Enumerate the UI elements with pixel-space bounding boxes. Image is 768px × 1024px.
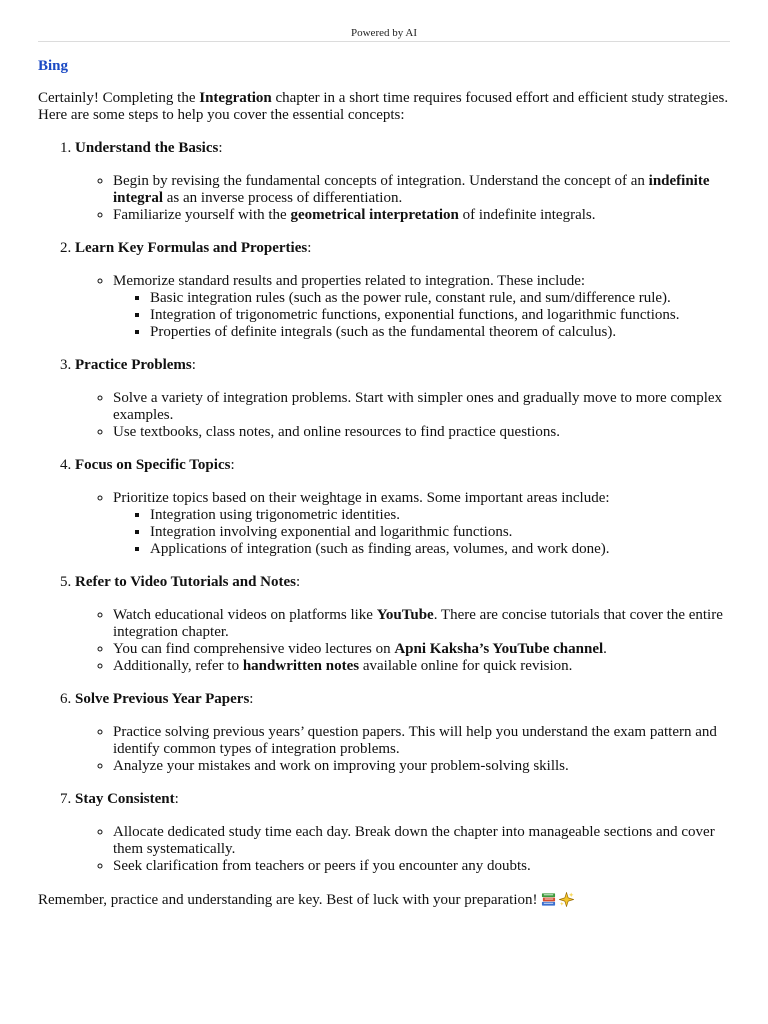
step-item: 4. Focus on Specific Topics: ◦ Prioritize topics based on their weightage in exams. Some important areas include: ▪ Integration using trigonometric identities. ▪ Integration involving exponential and logarithmic functions. ▪ Applications of integration (such as finding areas, volumes, and work done). bbox=[75, 457, 730, 558]
step-bullet-list bbox=[75, 273, 730, 341]
bullet-text: Memorize standard results and properties related to integration. These include: bbox=[113, 273, 586, 289]
bullet-text: . bbox=[603, 641, 607, 657]
step-bullet-list bbox=[75, 490, 730, 558]
step-title: Solve Previous Year Papers bbox=[75, 691, 250, 707]
bullet-text: available online for quick revision. bbox=[359, 658, 573, 674]
step-item: 3. Practice Problems: ◦ Solve a variety of integration problems. Start with simpler ones and gradually move to more complex examples. ◦ Use textbooks, class notes, and online resources to find practice questions. bbox=[75, 357, 730, 441]
intro-text: Certainly! Completing the bbox=[38, 90, 200, 106]
bullet-item bbox=[113, 207, 730, 224]
bullet-item bbox=[113, 490, 730, 558]
books-icon bbox=[541, 892, 556, 907]
intro-bold-text: Integration bbox=[199, 90, 272, 106]
bullet-bold-text: handwritten notes bbox=[242, 658, 360, 674]
sub-bullet-item: ▪ Basic integration rules (such as the power rule, constant rule, and sum/difference rule). bbox=[150, 290, 730, 307]
intro-paragraph bbox=[38, 90, 730, 124]
step-item: 5. Refer to Video Tutorials and Notes: ◦ Watch educational videos on platforms like YouTube. There are concise tutorials that cover the entire integration chapter. ◦ You can find comprehensive video lectures on Apni Kaksha’s YouTube channel. ◦ Additionally, refer to handwritten notes available online for quick revision. bbox=[75, 574, 730, 675]
sub-bullet-item: ▪ Integration of trigonometric functions, exponential functions, and logarithmic functions. bbox=[150, 307, 730, 324]
closing-text: Remember, practice and understanding are key. Best of luck with your preparation! bbox=[38, 892, 538, 908]
bullet-text: Analyze your mistakes and work on improving your problem-solving skills. bbox=[113, 758, 569, 774]
step-title: Learn Key Formulas and Properties bbox=[75, 240, 308, 256]
bullet-text: Watch educational videos on platforms like bbox=[113, 607, 377, 623]
response-content bbox=[38, 58, 730, 909]
bullet-text: Begin by revising the fundamental concepts of integration. Understand the concept of an bbox=[113, 173, 649, 189]
step-title: Practice Problems bbox=[75, 357, 192, 373]
step-title: Understand the Basics bbox=[75, 140, 219, 156]
bullet-item bbox=[113, 273, 730, 341]
bullet-item bbox=[113, 424, 730, 441]
bullet-bold-text: Apni Kaksha’s YouTube channel bbox=[394, 641, 604, 657]
bullet-text: Practice solving previous years’ question papers. This will help you understand the exam pattern and identify common types of integration problems. bbox=[113, 724, 717, 757]
sub-bullet-item: ▪ Integration involving exponential and logarithmic functions. bbox=[150, 524, 730, 541]
step-bullet-list bbox=[75, 390, 730, 441]
source-label: Bing bbox=[38, 58, 69, 74]
step-item: 7. Stay Consistent: ◦ Allocate dedicated study time each day. Break down the chapter into manageable sections and cover them systematically. ◦ Seek clarification from teachers or peers if you encounter any doubts. bbox=[75, 791, 730, 875]
bullet-text: Familiarize yourself with the bbox=[113, 207, 291, 223]
bullet-bold-text: indefinite integral bbox=[113, 173, 710, 206]
bullet-text: of indefinite integrals. bbox=[458, 207, 596, 223]
bullet-bold-text: geometrical interpretation bbox=[290, 207, 459, 223]
bullet-item bbox=[113, 658, 730, 675]
bullet-text: Prioritize topics based on their weightage in exams. Some important areas include: bbox=[113, 490, 610, 506]
step-title: Focus on Specific Topics bbox=[75, 457, 231, 473]
bullet-item bbox=[113, 390, 730, 424]
bullet-text: Solve a variety of integration problems. Start with simpler ones and gradually move to more complex examples. bbox=[113, 390, 723, 423]
sub-bullet-list bbox=[113, 507, 730, 558]
bullet-bold-text: YouTube bbox=[376, 607, 434, 623]
powered-by-header: Powered by AI bbox=[38, 27, 730, 42]
intro-text: chapter in a short time requires focused effort and efficient study strategies. Here are some steps to help you cover the essential concepts: bbox=[38, 90, 729, 123]
step-bullet-list bbox=[75, 824, 730, 875]
bullet-text: as an inverse process of differentiation. bbox=[163, 190, 403, 206]
step-bullet-list bbox=[75, 607, 730, 675]
bullet-text: Additionally, refer to bbox=[113, 658, 243, 674]
step-item: 2. Learn Key Formulas and Properties: ◦ Memorize standard results and properties related to integration. These include: ▪ Basic integration rules (such as the power rule, constant rule, and sum/difference rule). ▪ Integration of trigonometric functions, exponential functions, and logarithmic functions. ▪ Properties of definite integrals (such as the fundamental theorem of calculus). bbox=[75, 240, 730, 341]
step-bullet-list bbox=[75, 173, 730, 224]
bullet-item bbox=[113, 858, 730, 875]
bullet-text: Allocate dedicated study time each day. Break down the chapter into manageable sections and cover them systematically. bbox=[113, 824, 715, 857]
sub-bullet-item: ▪ Properties of definite integrals (such as the fundamental theorem of calculus). bbox=[150, 324, 730, 341]
bullet-text: . There are concise tutorials that cover the entire integration chapter. bbox=[113, 607, 723, 640]
bullet-text: Seek clarification from teachers or peers if you encounter any doubts. bbox=[113, 858, 531, 874]
bullet-item bbox=[113, 724, 730, 758]
sparkles-icon bbox=[559, 892, 574, 907]
bullet-item bbox=[113, 607, 730, 641]
bullet-text: You can find comprehensive video lectures on bbox=[113, 641, 395, 657]
step-bullet-list bbox=[75, 724, 730, 775]
step-title: Stay Consistent bbox=[75, 791, 175, 807]
sub-bullet-item: ▪ Integration using trigonometric identities. bbox=[150, 507, 730, 524]
sub-bullet-item: ▪ Applications of integration (such as finding areas, volumes, and work done). bbox=[150, 541, 730, 558]
bullet-item bbox=[113, 641, 730, 658]
closing-paragraph bbox=[38, 892, 730, 909]
bullet-text: Use textbooks, class notes, and online resources to find practice questions. bbox=[113, 424, 560, 440]
step-item: 1. Understand the Basics: ◦ Begin by revising the fundamental concepts of integration. Understand the concept of an indefinite integral as an inverse process of differentiation. ◦ Familiarize yourself with the geometrical interpretation of indefinite integrals. bbox=[75, 140, 730, 224]
sub-bullet-list bbox=[113, 290, 730, 341]
bullet-item bbox=[113, 173, 730, 207]
steps-list bbox=[38, 140, 730, 875]
bullet-item bbox=[113, 824, 730, 858]
bullet-item bbox=[113, 758, 730, 775]
step-title: Refer to Video Tutorials and Notes bbox=[75, 574, 296, 590]
step-item: 6. Solve Previous Year Papers: ◦ Practice solving previous years’ question papers. This will help you understand the exam pattern and identify common types of integration problems. ◦ Analyze your mistakes and work on improving your problem-solving skills. bbox=[75, 691, 730, 775]
